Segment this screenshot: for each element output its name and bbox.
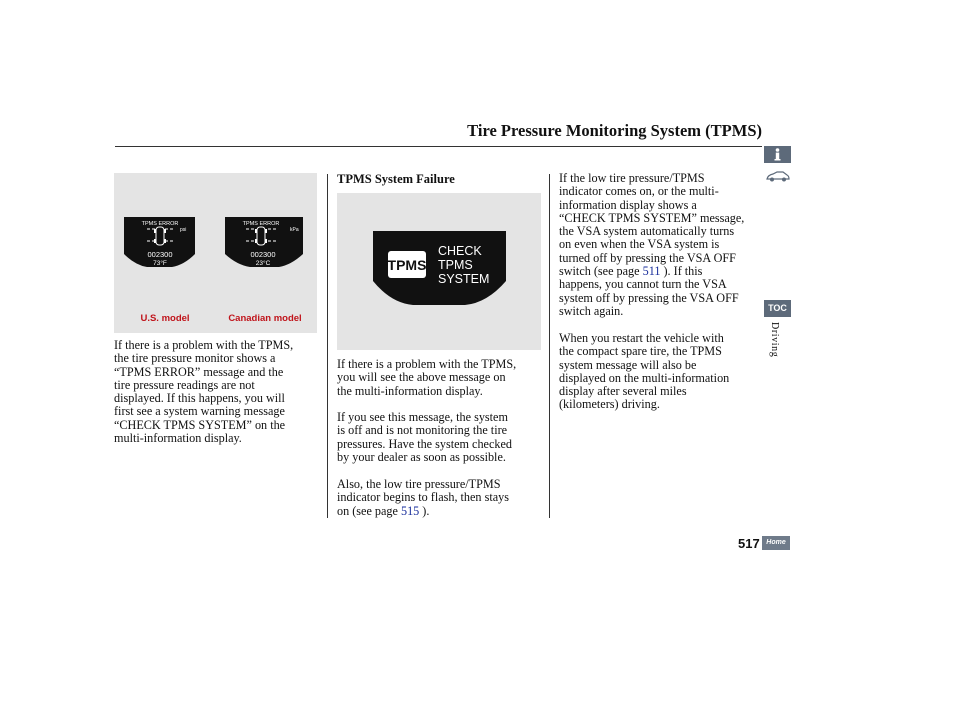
col2-p3-end: ). <box>419 503 430 518</box>
toc-button[interactable]: TOC <box>764 300 791 317</box>
tpms-error-displays <box>114 173 317 333</box>
us-display-title: TPMS ERROR <box>141 221 179 227</box>
page-title: Tire Pressure Monitoring System (TPMS) <box>467 121 762 140</box>
title-divider <box>115 146 762 147</box>
canadian-display <box>225 217 303 267</box>
tpms-error-figure <box>114 173 317 333</box>
col2-paragraph-2: If you see this message, the system is off and is not monitoring the tire pressures. Have the system checked by your dealer as soon as possible. <box>337 410 512 464</box>
col3-paragraph-2: When you restart the vehicle with the compact spare tire, the TPMS system message will also be displayed on the multi-information display after several miles (kilometers) driving. <box>559 331 730 412</box>
canadian-model-caption: Canadian model <box>228 313 302 324</box>
us-odometer: 002300 <box>147 250 173 259</box>
us-unit: psi <box>180 227 187 233</box>
page-number: 517 <box>738 536 760 551</box>
ca-odometer: 002300 <box>250 250 276 259</box>
info-icon[interactable] <box>764 146 791 163</box>
check-tpms-figure <box>337 193 541 350</box>
us-display <box>124 217 195 267</box>
ca-unit: kPa <box>290 227 299 233</box>
display-line-system: SYSTEM <box>438 272 490 286</box>
col3-p1-end: ). If this happens, you cannot turn the VSA system off by pressing the VSA OFF switch again. <box>559 264 739 318</box>
us-model-caption: U.S. model <box>140 313 190 324</box>
col3-paragraph-1 <box>559 172 765 318</box>
car-icon[interactable] <box>764 168 791 185</box>
display-line-tpms: TPMS <box>438 258 473 272</box>
section-heading: TPMS System Failure <box>337 172 455 186</box>
section-label: Driving <box>769 322 780 358</box>
check-tpms-display <box>337 193 541 350</box>
us-temp: 73°F <box>153 260 167 267</box>
page-link-511[interactable]: 511 <box>642 264 661 279</box>
home-button[interactable]: Home <box>762 536 790 550</box>
tpms-icon-label: TPMS <box>387 257 427 273</box>
page-link-515[interactable]: 515 <box>400 503 420 518</box>
col2-paragraph-3 <box>337 478 542 518</box>
col3-p1-text: If the low tire pressure/TPMS indicator comes on, or the multi- information display shows a “CHECK TPMS SYSTEM” message, the VSA system automatically turns on even when the VSA system is turned off by pressing the VSA OFF switch (see page <box>559 171 745 279</box>
col2-p3-text: Also, the low tire pressure/TPMS indicator begins to flash, then stays on (see page <box>337 477 509 518</box>
display-line-check: CHECK <box>438 244 482 258</box>
ca-temp: 23°C <box>255 260 271 267</box>
col2-paragraph-1: If there is a problem with the TPMS, you will see the above message on the multi-information display. <box>337 357 517 398</box>
ca-display-title: TPMS ERROR <box>242 221 280 227</box>
column-divider <box>549 174 550 518</box>
column-divider <box>327 174 328 518</box>
col1-paragraph: If there is a problem with the TPMS, the tire pressure monitor shows a “TPMS ERROR” message and the tire pressure readings are not displayed. If this happens, you will first see a system warning message “CHECK TPMS SYSTEM” on the multi-information display. <box>114 338 294 446</box>
